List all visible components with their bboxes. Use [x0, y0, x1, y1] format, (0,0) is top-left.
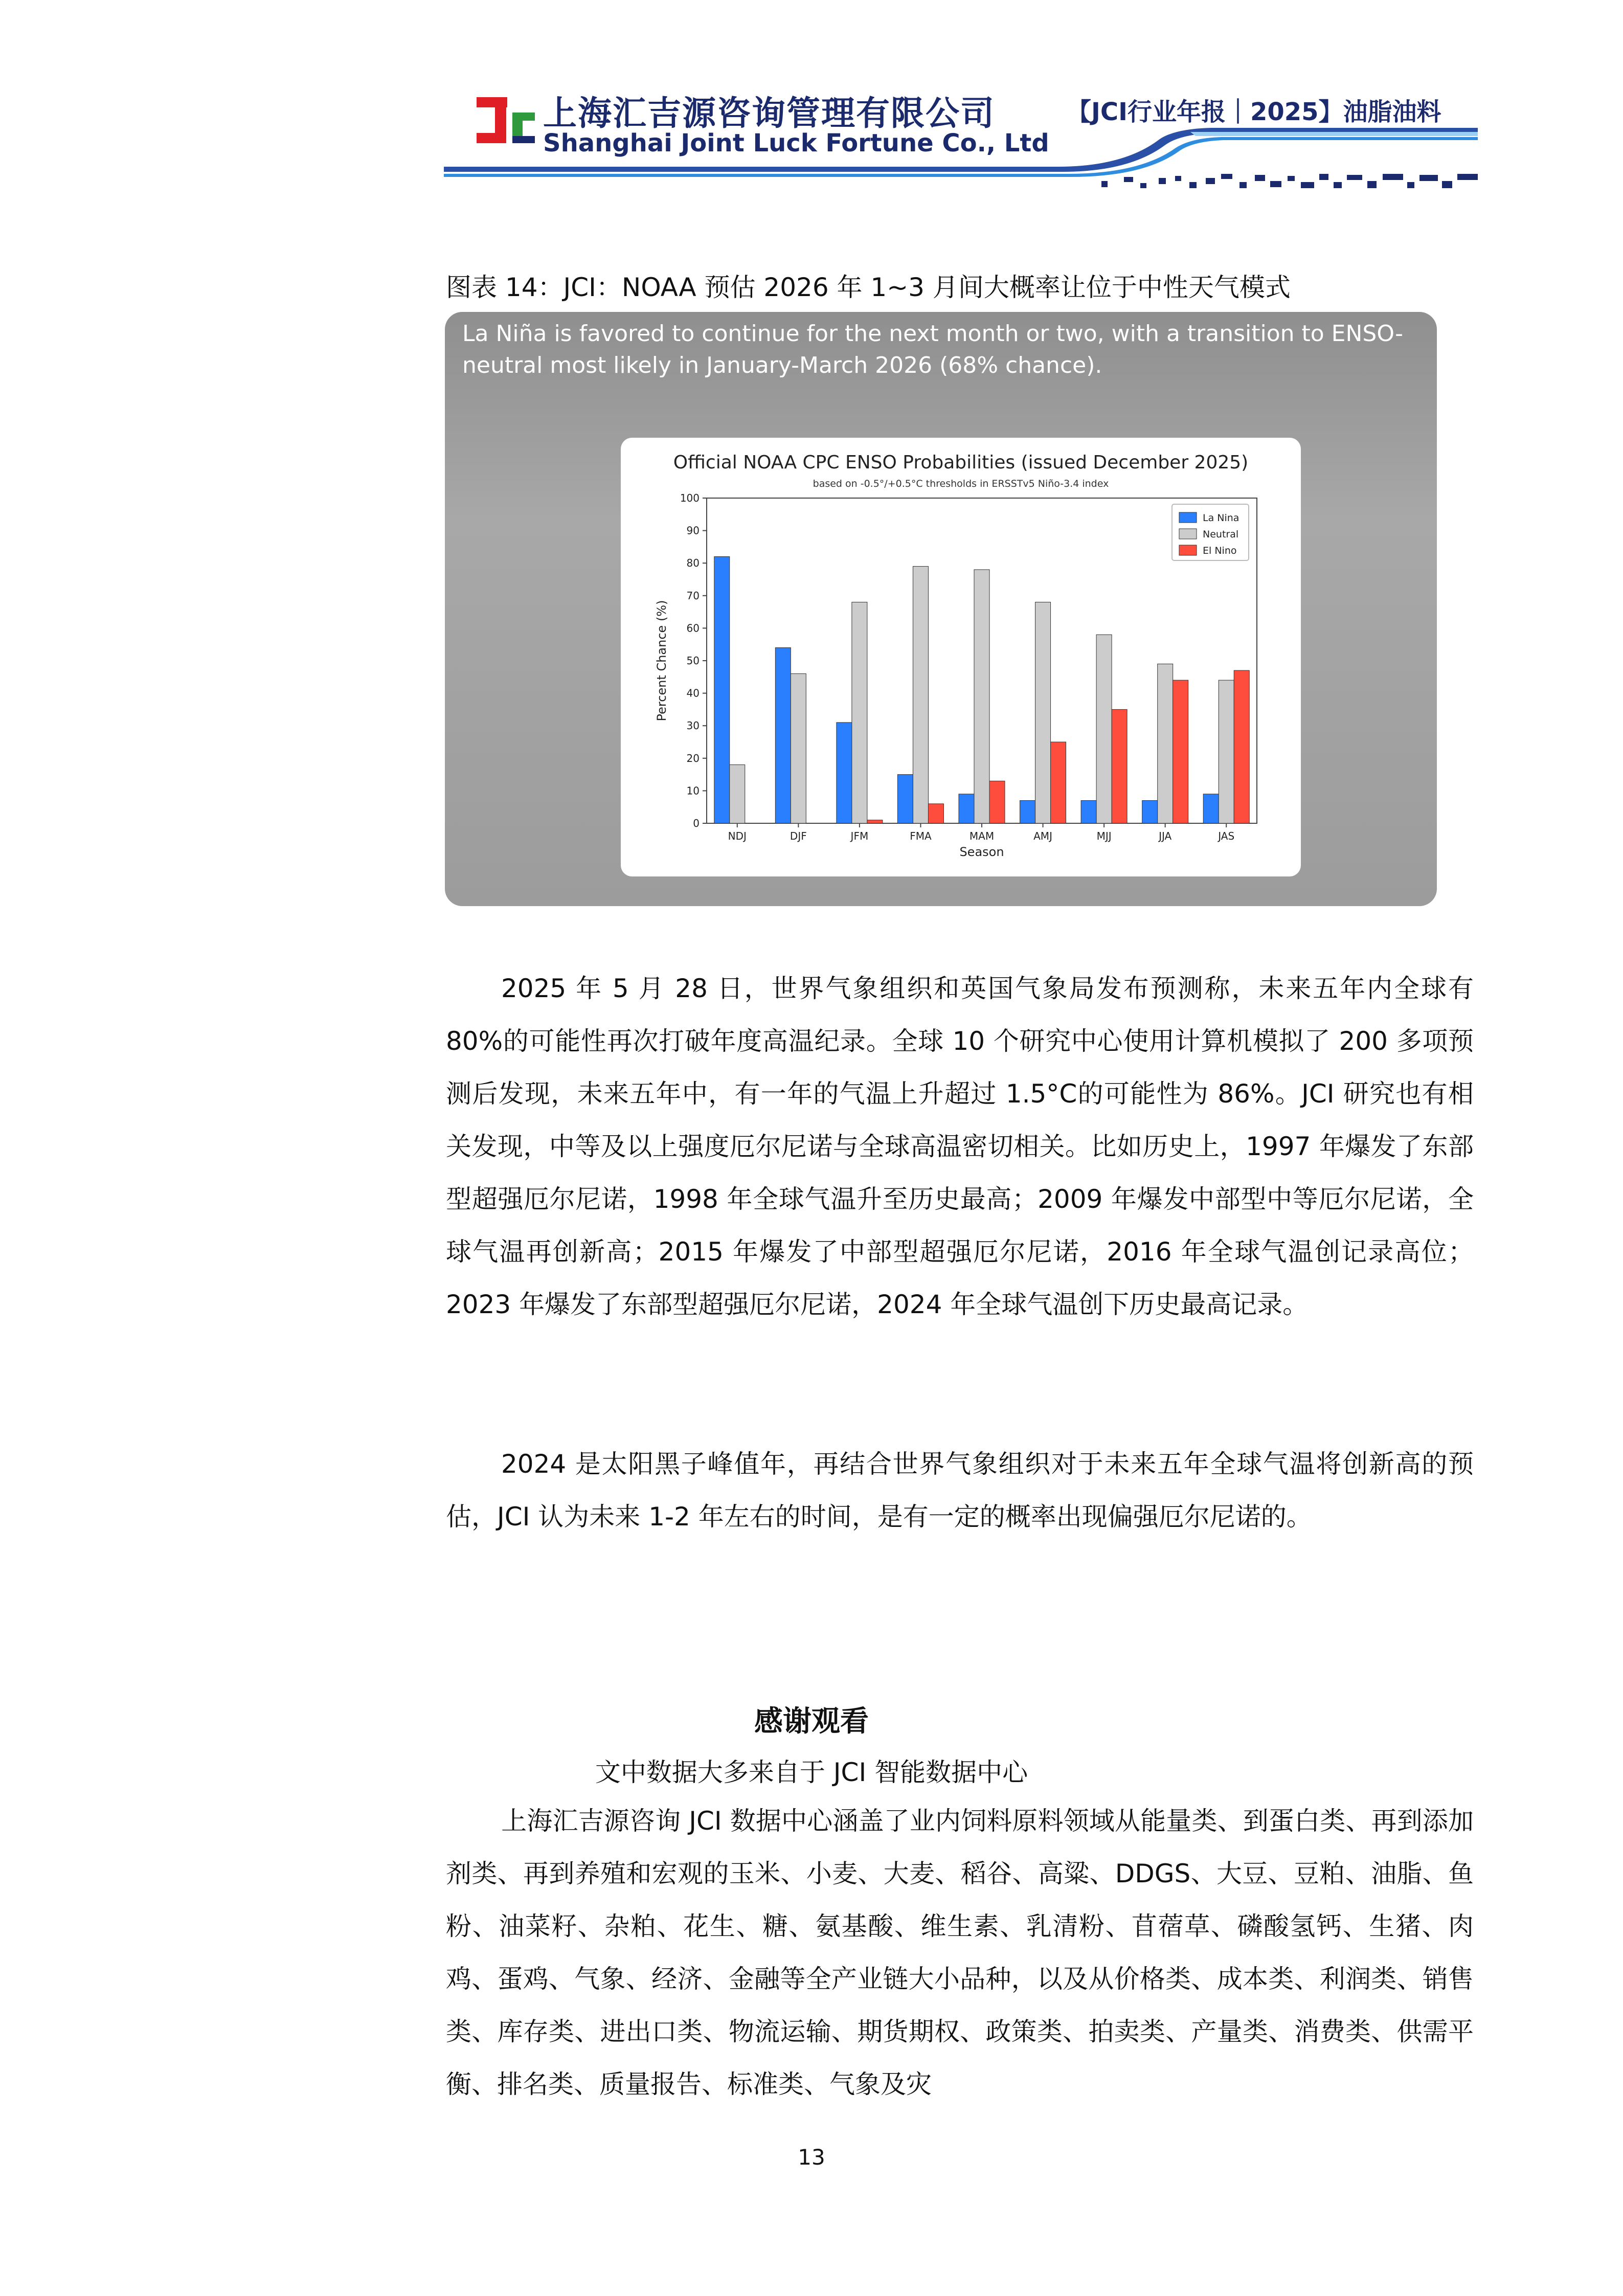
bar-neutral	[791, 673, 806, 823]
y-tick-label: 80	[686, 557, 700, 570]
bar-neutral	[974, 570, 989, 823]
bar-la-nina	[714, 556, 730, 823]
bar-la-nina	[1020, 800, 1035, 823]
bar-neutral	[913, 567, 928, 823]
figure-caption: 图表 14：JCI：NOAA 预估 2026 年 1~3 月间大概率让位于中性天气模式	[446, 273, 1291, 302]
bar-el-nino	[989, 781, 1005, 823]
chart-subtitle: based on -0.5°/+0.5°C thresholds in ERSSTv5 Niño-3.4 index	[813, 478, 1109, 489]
enso-probability-chart	[621, 438, 1301, 876]
bar-el-nino	[1173, 680, 1188, 823]
x-tick-label: DJF	[790, 830, 807, 842]
bar-neutral	[1035, 602, 1051, 823]
x-tick-label: JJA	[1159, 830, 1172, 842]
bar-la-nina	[897, 775, 913, 823]
closing-title: 感谢观看	[754, 1705, 869, 1738]
legend-label: Neutral	[1203, 529, 1239, 540]
bar-la-nina	[837, 723, 852, 823]
legend-label: La Nina	[1203, 512, 1239, 524]
y-tick-label: 10	[686, 784, 700, 797]
legend-swatch	[1179, 529, 1197, 539]
bar-la-nina	[775, 648, 791, 823]
y-axis-label: Percent Chance (%)	[655, 600, 669, 722]
y-tick-label: 60	[686, 622, 700, 635]
bar-neutral	[852, 602, 867, 823]
bar-neutral	[1158, 664, 1173, 823]
x-tick-label: MJJ	[1096, 830, 1112, 842]
bar-la-nina	[1142, 800, 1158, 823]
legend-swatch	[1179, 512, 1197, 523]
x-tick-label: AMJ	[1033, 830, 1052, 842]
bar-la-nina	[1081, 800, 1096, 823]
bar-la-nina	[959, 794, 974, 823]
y-tick-label: 100	[680, 492, 700, 504]
x-tick-label: JFM	[850, 830, 869, 842]
y-tick-label: 90	[686, 524, 700, 537]
bar-el-nino	[867, 820, 883, 823]
y-tick-label: 40	[686, 687, 700, 700]
body-paragraph: 2025 年 5 月 28 日，世界气象组织和英国气象局发布预测称，未来五年内全球有 80%的可能性再次打破年度高温纪录。全球 10 个研究中心使用计算机模拟了 200 多项预测后发现，未来五年中，有一年的气温上升超过 1.5°C的可能性为 86%。JCI 研究也有相关发现，中等及以上强度厄尔尼诺与全球高温密切相关。比如历史上，1997 年爆发了东部型超强厄尔尼诺，1998 年全球气温升至历史最高；2009 年爆发中部型中等厄尔尼诺，全球气温再创新高；2015 年爆发了中部型超强厄尔尼诺，2016 年全球气温创记录高位；2023 年爆发了东部型超强厄尔尼诺，2024 年全球气温创下历史最高记录。	[446, 974, 1474, 1319]
data-center-description: 上海汇吉源咨询 JCI 数据中心涵盖了业内饲料原料领域从能量类、到蛋白类、再到添加剂类、再到养殖和宏观的玉米、小麦、大麦、稻谷、高粱、DDGS、大豆、豆粕、油脂、鱼粉、油菜籽、杂粕、花生、糖、氨基酸、维生素、乳清粉、苜蓿草、磷酸氢钙、生猪、肉鸡、蛋鸡、气象、经济、金融等全产业链大小品种，以及从价格类、成本类、利润类、销售类、库存类、进出口类、物流运输、期货期权、政策类、拍卖类、产量类、消费类、供需平衡、排名类、质量报告、标准类、气象及灾	[446, 1806, 1474, 2099]
bar-el-nino	[1051, 742, 1066, 823]
header-divider	[444, 118, 1478, 189]
x-tick-label: NDJ	[728, 830, 747, 842]
x-axis-label: Season	[959, 845, 1004, 859]
figure-note: La Niña is favored to continue for the next month or two, with a transition to ENSO-neutral most likely in January-March 2026 (68% chance).	[462, 321, 1404, 378]
bar-neutral	[730, 765, 745, 823]
y-tick-label: 0	[693, 817, 700, 829]
y-tick-label: 20	[686, 752, 700, 764]
company-name-en: Shanghai Joint Luck Fortune Co., Ltd	[543, 129, 1049, 157]
data-source-note: 文中数据大多来自于 JCI 智能数据中心	[595, 1758, 1028, 1787]
bar-la-nina	[1203, 794, 1219, 823]
page-number: 13	[798, 2145, 825, 2170]
x-tick-label: JAS	[1218, 830, 1235, 842]
y-tick-label: 30	[686, 719, 700, 732]
bar-el-nino	[928, 804, 943, 823]
x-tick-label: FMA	[910, 830, 932, 842]
y-tick-label: 50	[686, 655, 700, 667]
body-paragraph: 2024 是太阳黑子峰值年，再结合世界气象组织对于未来五年全球气温将创新高的预估，JCI 认为未来 1-2 年左右的时间，是有一定的概率出现偏强厄尔尼诺的。	[446, 1449, 1474, 1532]
bar-neutral	[1219, 680, 1234, 823]
chart-title: Official NOAA CPC ENSO Probabilities (issued December 2025)	[673, 452, 1249, 473]
legend-label: El Nino	[1203, 545, 1237, 556]
company-name-cn: 上海汇吉源咨询管理有限公司	[543, 94, 995, 133]
bar-neutral	[1096, 635, 1112, 823]
report-tag: 【JCI行业年报｜2025】油脂油料	[1067, 98, 1441, 126]
bar-el-nino	[1112, 709, 1127, 823]
x-tick-label: MAM	[969, 830, 995, 842]
bar-el-nino	[1234, 670, 1249, 823]
y-tick-label: 70	[686, 589, 700, 602]
legend-swatch	[1179, 545, 1197, 555]
